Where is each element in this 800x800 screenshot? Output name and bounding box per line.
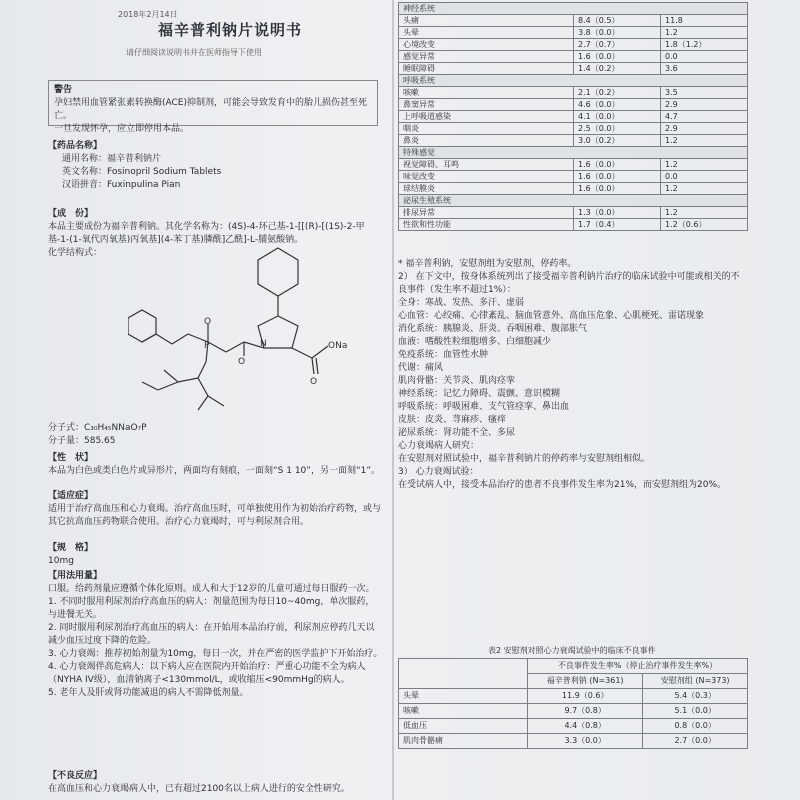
note-line: 在受试病人中，接受本品治疗的患者不良事件发生率为21%，而安慰剂组为20%。 <box>398 480 727 490</box>
adverse-notes <box>398 258 748 492</box>
cell-b: 1.2 <box>661 135 748 147</box>
table-row <box>399 219 748 231</box>
table-category-row <box>399 75 748 87</box>
cell-a: 3.0（0.2） <box>574 135 661 147</box>
cell-label: 球结膜炎 <box>399 183 574 195</box>
table-row <box>399 27 748 39</box>
character-text: 本品为白色或类白色片或异形片，两面均有刻痕，一面刻“S 1 10”，另一面刻“1”。 <box>48 466 380 476</box>
chemical-structure <box>128 238 378 418</box>
drug-name-heading: 【药品名称】 <box>48 141 103 151</box>
molecular-weight: 分子量：585.65 <box>48 436 116 446</box>
cell-b: 0.0 <box>661 51 748 63</box>
note-line: 泌尿系统：肾功能不全、多尿 <box>398 428 516 438</box>
cell-label: 上呼吸道感染 <box>399 111 574 123</box>
svg-text:O: O <box>238 357 246 367</box>
category-label: 特殊感觉 <box>399 147 748 159</box>
cell-a: 1.6（0.0） <box>574 171 661 183</box>
cell-a: 2.5（0.0） <box>574 123 661 135</box>
cell-b: 1.2 <box>661 27 748 39</box>
cell-label: 感觉异常 <box>399 51 574 63</box>
drug-name-block <box>48 153 388 192</box>
table-row <box>399 183 748 195</box>
indications-text: 适用于治疗高血压和心力衰竭。治疗高血压时，可单独使用作为初始治疗药物，或与其它抗高血压药物联合使用。治疗心力衰竭时，可与利尿剂合用。 <box>48 504 382 527</box>
cell-a: 1.7（0.4） <box>574 219 661 231</box>
note-line: 全身：寒战、发热、多汗、虚弱 <box>398 298 525 308</box>
table-category-row <box>399 195 748 207</box>
cell-a: 2.7（0.7） <box>574 39 661 51</box>
cell-a: 1.3（0.0） <box>574 207 661 219</box>
cell-b: 0.0 <box>661 171 748 183</box>
note-line: 免疫系统：血管性水肿 <box>398 350 489 360</box>
heart-failure-table <box>398 658 748 749</box>
table-row <box>399 51 748 63</box>
table-row <box>399 15 748 27</box>
cell-b: 1.2（0.6） <box>661 219 748 231</box>
cell-a: 4.1（0.0） <box>574 111 661 123</box>
cell-b: 2.9 <box>661 123 748 135</box>
spec-text: 10mg <box>48 556 74 566</box>
cell-a: 9.7（0.8） <box>528 704 643 719</box>
note-line: 心力衰竭病人研究： <box>398 441 480 451</box>
table-row <box>399 63 748 75</box>
cell-b: 4.7 <box>661 111 748 123</box>
cell-label: 低血压 <box>399 719 528 734</box>
warning-line: 一旦发现怀孕，应立即停用本品。 <box>54 124 190 134</box>
category-label: 泌尿生殖系统 <box>399 195 748 207</box>
sodium-salt-label: ONa <box>328 341 348 351</box>
note-line: 肌肉骨骼：关节炎、肌肉痉挛 <box>398 376 516 386</box>
phenyl-ring <box>128 310 156 342</box>
right-column <box>398 0 750 800</box>
table-row <box>399 171 748 183</box>
cell-b: 0.8（0.0） <box>643 719 748 734</box>
cell-label: 咳嗽 <box>399 704 528 719</box>
leaflet-title: 福辛普利钠片说明书 <box>158 21 303 39</box>
table-row <box>399 719 748 734</box>
table2-caption: 表2 安慰剂对照心力衰竭试验中的临床不良事件 <box>488 646 656 655</box>
cell-label: 鼻炎 <box>399 135 574 147</box>
cyclohexyl-ring <box>258 248 298 296</box>
cell-label: 睡眠障碍 <box>399 63 574 75</box>
cell-b: 3.5 <box>661 87 748 99</box>
cell-label: 咽炎 <box>399 123 574 135</box>
table-row <box>399 159 748 171</box>
warning-title: 警告 <box>54 85 73 95</box>
adverse-heading: 【不良反应】 <box>48 771 103 781</box>
cell-a: 1.6（0.0） <box>574 183 661 195</box>
spec-heading: 【规 格】 <box>48 543 94 553</box>
cell-label: 视觉障碍、耳鸣 <box>399 159 574 171</box>
cell-b: 2.9 <box>661 99 748 111</box>
indications-heading: 【适应症】 <box>48 491 94 501</box>
table-row <box>399 39 748 51</box>
category-label: 神经系统 <box>399 3 748 15</box>
table-category-row <box>399 3 748 15</box>
cell-a: 3.8（0.0） <box>574 27 661 39</box>
note-line: 神经系统：记忆力障碍、震颤、意识模糊 <box>398 389 561 399</box>
cell-b: 1.2 <box>661 183 748 195</box>
table-row <box>399 87 748 99</box>
page-fold <box>392 0 394 800</box>
cell-label: 头晕 <box>399 27 574 39</box>
pinyin-name: 汉语拼音：Fuxinpulina Pian <box>62 180 181 190</box>
svg-text:N: N <box>260 339 267 349</box>
table-row <box>399 111 748 123</box>
cell-label: 肌肉骨骼痛 <box>399 734 528 749</box>
adverse-intro: 在高血压和心力衰竭病人中，已有超过2100名以上病人进行的安全性研究。 <box>48 784 350 794</box>
ingredients-heading: 【成 份】 <box>48 209 94 219</box>
ingredients-text: 本品主要成份为福辛普利钠。其化学名称为：(4S)-4-环己基-1-[[(R)-[(1S)-2-甲基-1-(1-氧代丙氧基)丙氧基](4-苯丁基)膦酰]乙酰]-L-脯氨酸钠。 化学结构式： <box>48 222 365 258</box>
note-line: 在安慰剂对照试验中，福辛普利钠片的停药率与安慰剂组相似。 <box>398 454 651 464</box>
note-line: 皮肤：皮炎、荨麻疹、瘙痒 <box>398 415 507 425</box>
cell-a: 1.6（0.0） <box>574 159 661 171</box>
cell-b: 1.2 <box>661 207 748 219</box>
table-row <box>399 123 748 135</box>
cell-label: 味觉改变 <box>399 171 574 183</box>
note-line: 消化系统：胰腺炎、肝炎、吞咽困难、腹部胀气 <box>398 324 588 334</box>
svg-text:O: O <box>310 377 318 387</box>
cell-a: 1.6（0.0） <box>574 51 661 63</box>
table-row <box>399 704 748 719</box>
cell-label: 心境改变 <box>399 39 574 51</box>
cell-b: 3.6 <box>661 63 748 75</box>
cell-a: 1.4（0.2） <box>574 63 661 75</box>
character-heading: 【性 状】 <box>48 453 94 463</box>
cell-label: 性欲和性功能 <box>399 219 574 231</box>
cell-a: 8.4（0.5） <box>574 15 661 27</box>
table-row <box>399 99 748 111</box>
table-row <box>399 734 748 749</box>
adverse-events-table <box>398 2 748 231</box>
print-date: 2018年2月14日 <box>118 10 178 19</box>
note-line: 呼吸系统：呼吸困难、支气管痉挛、鼻出血 <box>398 402 570 412</box>
cell-a: 3.3（0.0） <box>528 734 643 749</box>
english-name: 英文名称：Fosinopril Sodium Tablets <box>62 167 222 177</box>
table2-header: 不良事件发生率%（停止治疗事件发生率%） <box>528 659 748 674</box>
leaflet-subtitle: 请仔细阅读说明书并在医师指导下使用 <box>126 48 262 57</box>
note-line: 3） 心力衰竭试验： <box>398 467 479 477</box>
svg-text:P: P <box>204 341 210 351</box>
cell-b: 11.8 <box>661 15 748 27</box>
note-line: 2） 在下文中，按身体系统列出了接受福辛普利钠片治疗的临床试验中可能或相关的不良事件（发生率不超过1%）： <box>398 272 740 295</box>
cell-label: 排尿异常 <box>399 207 574 219</box>
note-line: * 福辛普利钠，安慰剂组为安慰剂，停药率。 <box>398 259 577 269</box>
warning-box <box>48 80 378 134</box>
cell-label: 头晕 <box>399 689 528 704</box>
table-row <box>399 689 748 704</box>
cell-label: 头痛 <box>399 15 574 27</box>
note-line: 代谢：痛风 <box>398 363 444 373</box>
table2-col-b: 安慰剂组 (N=373) <box>643 674 748 689</box>
cell-b: 5.1（0.0） <box>643 704 748 719</box>
cell-label: 咳嗽 <box>399 87 574 99</box>
formula-block <box>48 422 383 448</box>
structure-diagram <box>128 238 378 418</box>
cell-a: 4.6（0.0） <box>574 99 661 111</box>
note-line: 心血管：心绞痛、心律紊乱、脑血管意外、高血压危象、心肌梗死、雷诺现象 <box>398 311 705 321</box>
cell-b: 5.4（0.3） <box>643 689 748 704</box>
cell-a: 4.4（0.8） <box>528 719 643 734</box>
warning-line: 孕妇禁用血管紧张素转换酶(ACE)抑制剂，可能会导致发育中的胎儿损伤甚至死亡。 <box>54 98 367 121</box>
left-column <box>48 0 388 800</box>
table2-col-a: 福辛普利钠 (N=361) <box>528 674 643 689</box>
table-row <box>399 135 748 147</box>
molecular-formula: 分子式：C₃₀H₄₅NNaO₇P <box>48 423 147 433</box>
cell-b: 1.2 <box>661 159 748 171</box>
usage-heading: 【用法用量】 <box>48 571 103 581</box>
svg-text:O: O <box>204 317 212 327</box>
cell-b: 1.8（1.2） <box>661 39 748 51</box>
cell-a: 11.9（0.6） <box>528 689 643 704</box>
category-label: 呼吸系统 <box>399 75 748 87</box>
cell-a: 2.1（0.2） <box>574 87 661 99</box>
usage-text: 口服。给药剂量应遵循个体化原则。成人和大于12岁的儿童可通过每日服药一次。 1. 不同时服用利尿剂治疗高血压的病人：剂量范围为每日10~40mg，单次服药，与进餐无关。 2. 同时服用利尿剂治疗高血压的病人：在开始用本品治疗前，利尿剂应停药几天以减少血压过度下降的危险。 3. 心力衰竭：推荐初始剂量为10mg，每日一次，并在严密的医学监护下开始治疗。 4. 心力衰竭伴高危病人：以下病人应在医院内开始治疗：严重心功能不全为病人（NYHA IV级），血清钠离子<130mmol/L，或收缩压<90mmHg的病人。 5. 老年人及肝或肾功能减退的病人不需降低剂量。 <box>48 584 383 698</box>
cell-b: 2.7（0.0） <box>643 734 748 749</box>
table-category-row <box>399 147 748 159</box>
cell-label: 鼻窦异常 <box>399 99 574 111</box>
table2-corner <box>399 659 528 689</box>
generic-name: 通用名称：福辛普利钠片 <box>62 154 162 164</box>
note-line: 血液：嗜酸性粒细胞增多、白细胞减少 <box>398 337 552 347</box>
table-row <box>399 207 748 219</box>
